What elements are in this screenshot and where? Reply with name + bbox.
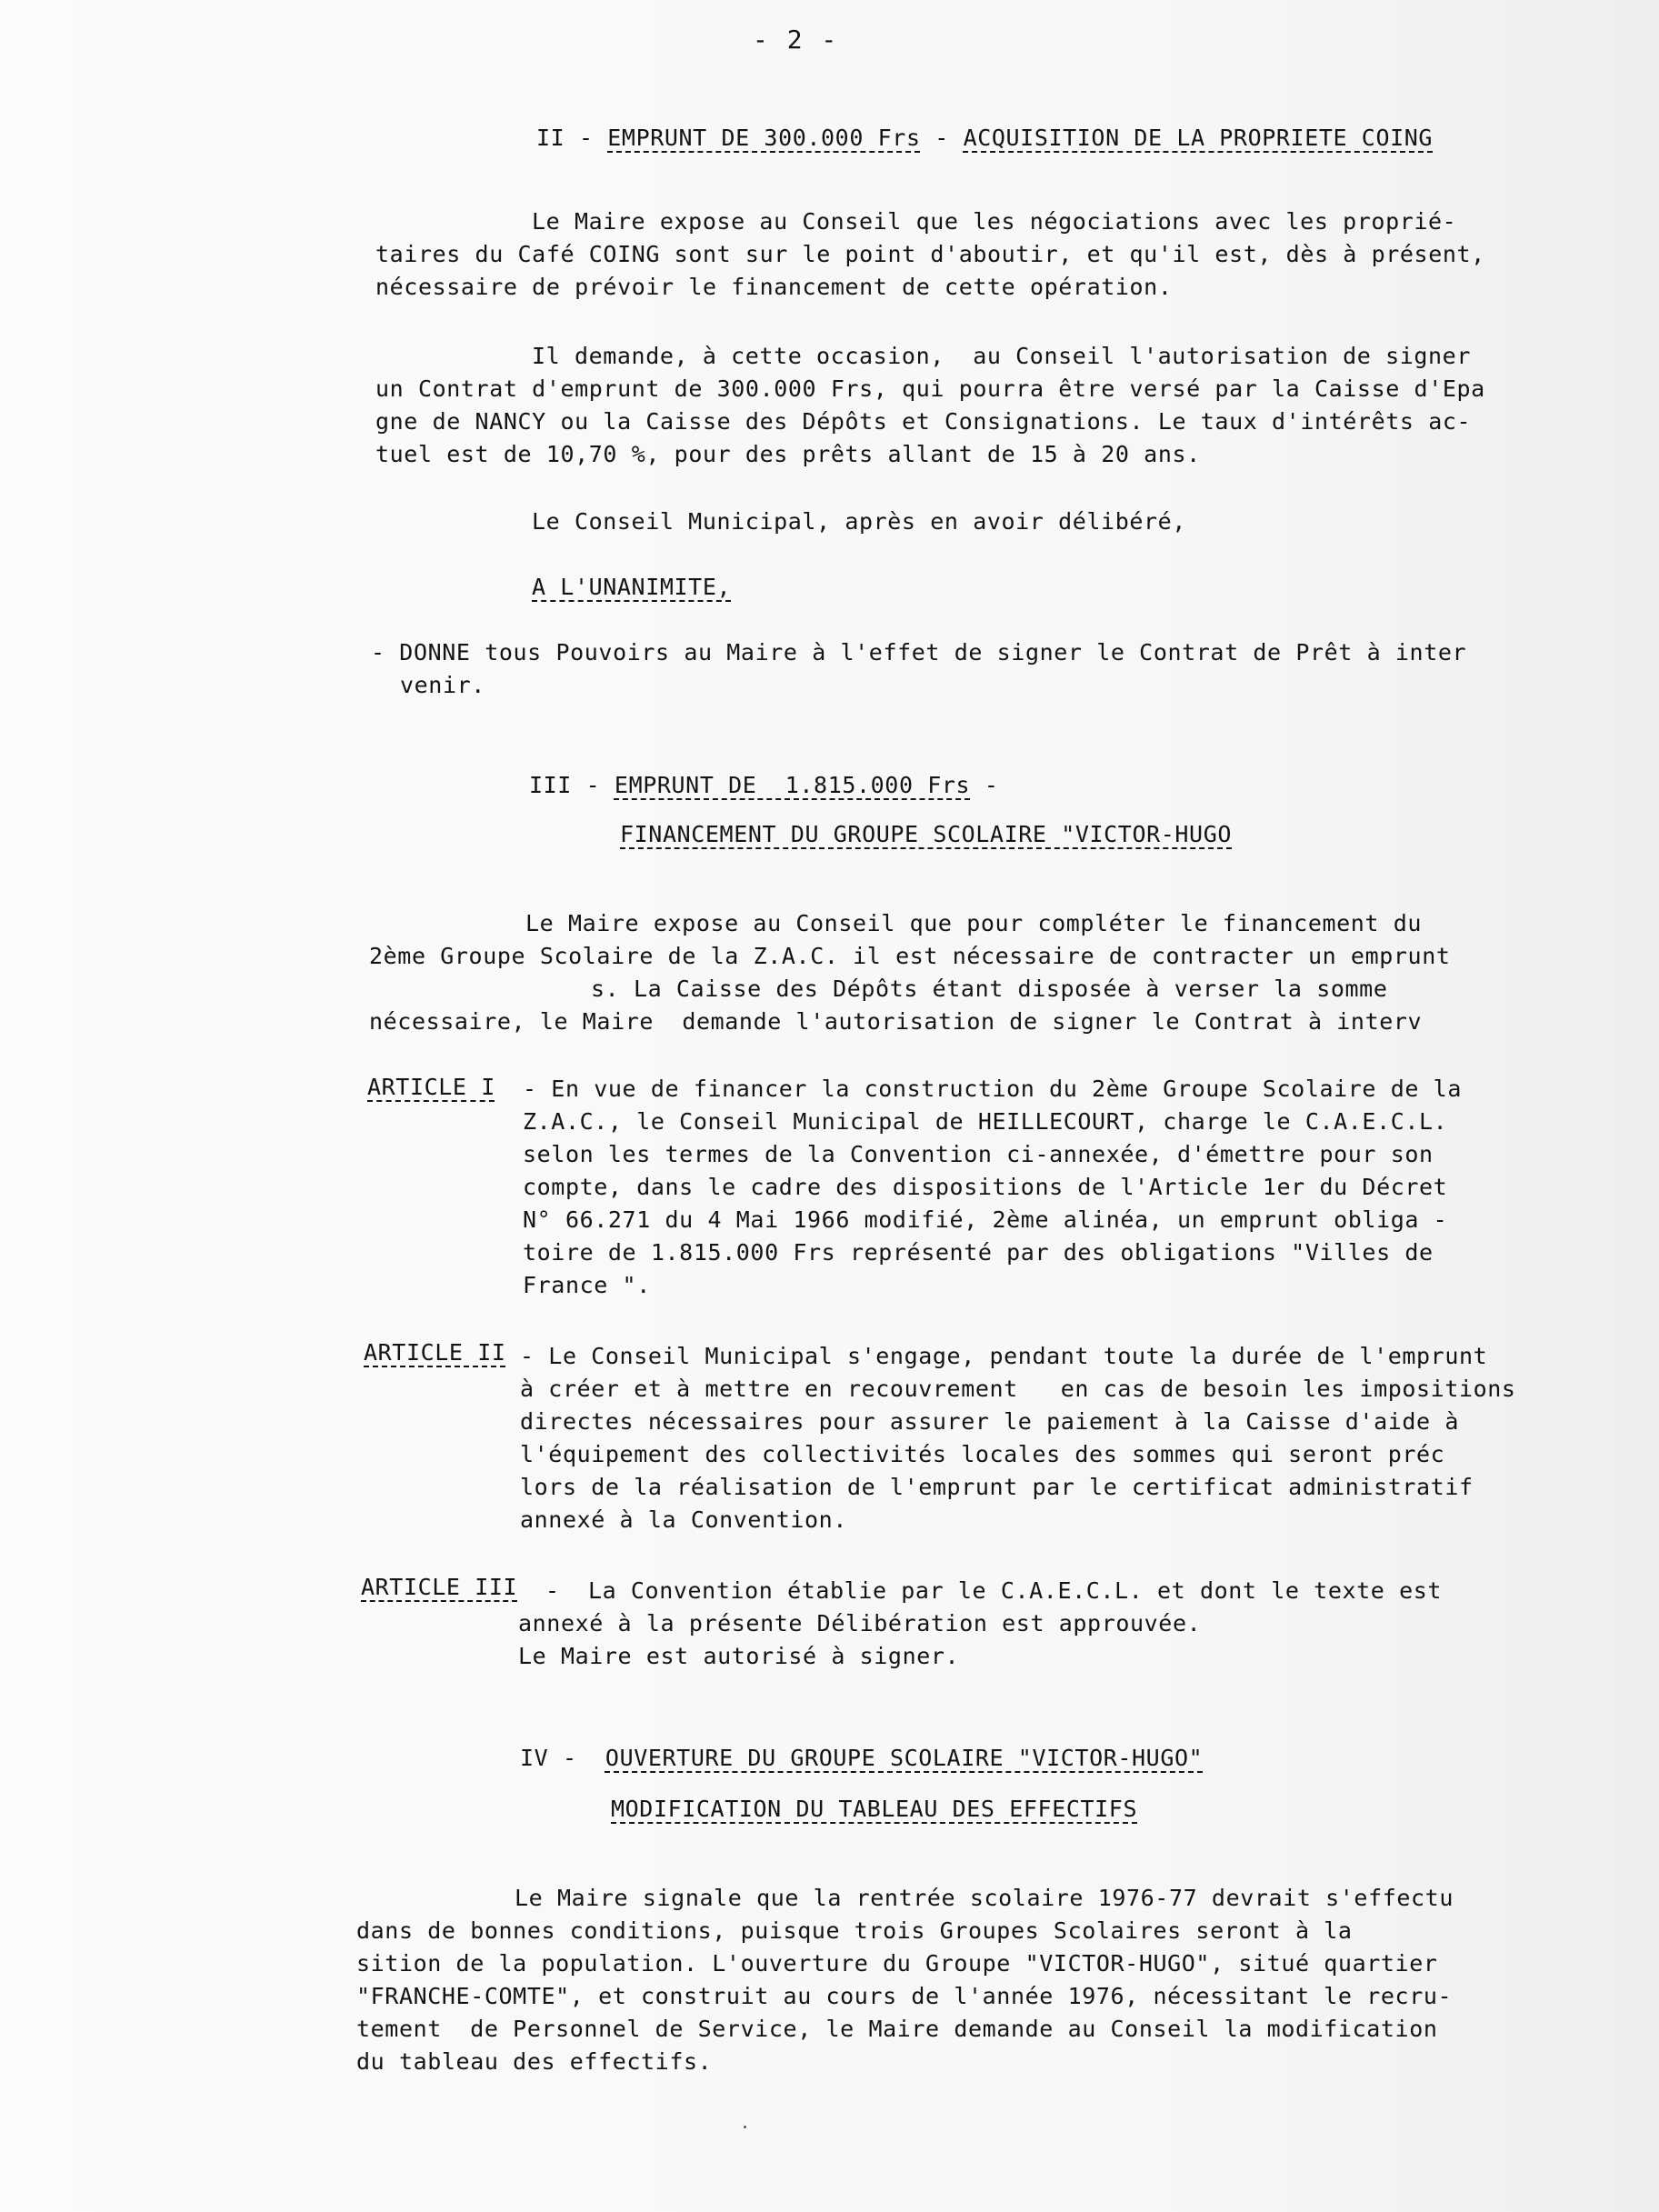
section-2-decision-line: venir. xyxy=(400,672,485,698)
article-2-line: à créer et à mettre en recouvrement en cas de besoin les impositions xyxy=(520,1376,1516,1402)
article-1-line: toire de 1.815.000 Frs représenté par des obligations "Villes de xyxy=(523,1239,1434,1266)
section-4-number: IV - xyxy=(520,1745,577,1771)
section-2-vote: A L'UNANIMITE, xyxy=(532,574,732,600)
section-2-deliberation: Le Conseil Municipal, après en avoir délibéré, xyxy=(532,508,1186,535)
section-2-p1-line: taires du Café COING sont sur le point d'aboutir, et qu'il est, dès à présent, xyxy=(375,241,1485,267)
section-3-number: III - xyxy=(529,772,601,798)
paper-speck xyxy=(744,2126,746,2128)
section-2-title-separator: - xyxy=(920,125,964,151)
section-3-intro-line: nécessaire, le Maire demande l'autorisation de signer le Contrat à interv xyxy=(369,1008,1423,1035)
section-3-intro-line: Le Maire expose au Conseil que pour compléter le financement du xyxy=(525,910,1423,936)
article-1-line: - En vue de financer la construction du 2ème Groupe Scolaire de la xyxy=(523,1076,1462,1102)
article-2-line: l'équipement des collectivités locales des sommes qui seront préc xyxy=(520,1441,1445,1467)
article-2-line: - Le Conseil Municipal s'engage, pendant toute la durée de l'emprunt xyxy=(520,1343,1488,1369)
section-2-decision-line: - DONNE tous Pouvoirs au Maire à l'effet de signer le Contrat de Prêt à inter xyxy=(371,639,1467,666)
article-2-line: lors de la réalisation de l'emprunt par le certificat administratif xyxy=(520,1474,1474,1500)
section-2-title-acquisition: ACQUISITION DE LA PROPRIETE COING xyxy=(963,125,1434,151)
article-3-line: - La Convention établie par le C.A.E.C.L. et dont le texte est xyxy=(545,1577,1443,1604)
section-3-heading xyxy=(529,771,999,800)
section-2-p2-line: gne de NANCY ou la Caisse des Dépôts et Consignations. Le taux d'intérêts ac- xyxy=(375,408,1472,435)
article-3-line: annexé à la présente Délibération est approuvée. xyxy=(518,1610,1202,1636)
section-3-title-loan: EMPRUNT DE 1.815.000 Frs xyxy=(614,772,971,798)
section-4-p1-line: sition de la population. L'ouverture du Groupe "VICTOR-HUGO", situé quartier xyxy=(356,1950,1438,1977)
section-2-number: II - xyxy=(536,125,594,151)
section-4-p1-line: "FRANCHE-COMTE", et construit au cours de l'année 1976, nécessitant le recru- xyxy=(356,1983,1453,2009)
article-1-label: ARTICLE I xyxy=(367,1074,495,1100)
section-3-intro-line: 2ème Groupe Scolaire de la Z.A.C. il est nécessaire de contracter un emprunt xyxy=(369,943,1451,969)
section-3-intro-line: s. La Caisse des Dépôts étant disposée à verser la somme xyxy=(591,976,1388,1002)
section-4-heading xyxy=(520,1744,1203,1773)
article-1-line: N° 66.271 du 4 Mai 1966 modifié, 2ème alinéa, un emprunt obliga - xyxy=(523,1206,1448,1233)
section-4-p1-line: tement de Personnel de Service, le Maire demande au Conseil la modification xyxy=(356,2016,1438,2042)
section-2-p2-line: tuel est de 10,70 %, pour des prêts allant de 15 à 20 ans. xyxy=(375,441,1201,467)
article-3-line: Le Maire est autorisé à signer. xyxy=(518,1643,960,1669)
article-2-line: directes nécessaires pour assurer le paiement à la Caisse d'aide à xyxy=(520,1408,1459,1435)
section-4-p1-line: dans de bonnes conditions, puisque trois Groupes Scolaires seront à la xyxy=(356,1917,1353,1944)
section-2-p1-line: nécessaire de prévoir le financement de cette opération. xyxy=(375,274,1173,300)
article-1-line: France ". xyxy=(523,1272,651,1298)
section-4-title-opening: OUVERTURE DU GROUPE SCOLAIRE "VICTOR-HUGO" xyxy=(605,1745,1204,1771)
article-2-label: ARTICLE II xyxy=(364,1339,506,1366)
article-1-line: Z.A.C., le Conseil Municipal de HEILLECOURT, charge le C.A.E.C.L. xyxy=(523,1108,1448,1135)
section-2-heading xyxy=(536,124,1433,153)
section-4-title-staff-table: MODIFICATION DU TABLEAU DES EFFECTIFS xyxy=(611,1796,1138,1822)
page-number: - 2 - xyxy=(753,25,839,55)
section-2-p1-line: Le Maire expose au Conseil que les négociations avec les proprié- xyxy=(532,208,1457,235)
section-2-p2-line: un Contrat d'emprunt de 300.000 Frs, qui pourra être versé par la Caisse d'Epa xyxy=(375,375,1485,402)
section-4-p1-line: du tableau des effectifs. xyxy=(356,2048,713,2075)
article-1-line: compte, dans le cadre des dispositions de l'Article 1er du Décret xyxy=(523,1174,1448,1200)
article-2-line: annexé à la Convention. xyxy=(520,1506,847,1533)
section-3-title-financing: FINANCEMENT DU GROUPE SCOLAIRE "VICTOR-HUGO xyxy=(620,821,1233,847)
section-2-p2-line: Il demande, à cette occasion, au Conseil l'autorisation de signer xyxy=(532,343,1471,369)
section-4-p1-line: Le Maire signale que la rentrée scolaire 1976-77 devrait s'effectu xyxy=(515,1885,1454,1911)
section-3-title-separator: - xyxy=(970,772,999,798)
section-2-title-loan: EMPRUNT DE 300.000 Frs xyxy=(607,125,921,151)
article-1-line: selon les termes de la Convention ci-annexée, d'émettre pour son xyxy=(523,1141,1434,1167)
article-3-label: ARTICLE III xyxy=(361,1574,518,1600)
